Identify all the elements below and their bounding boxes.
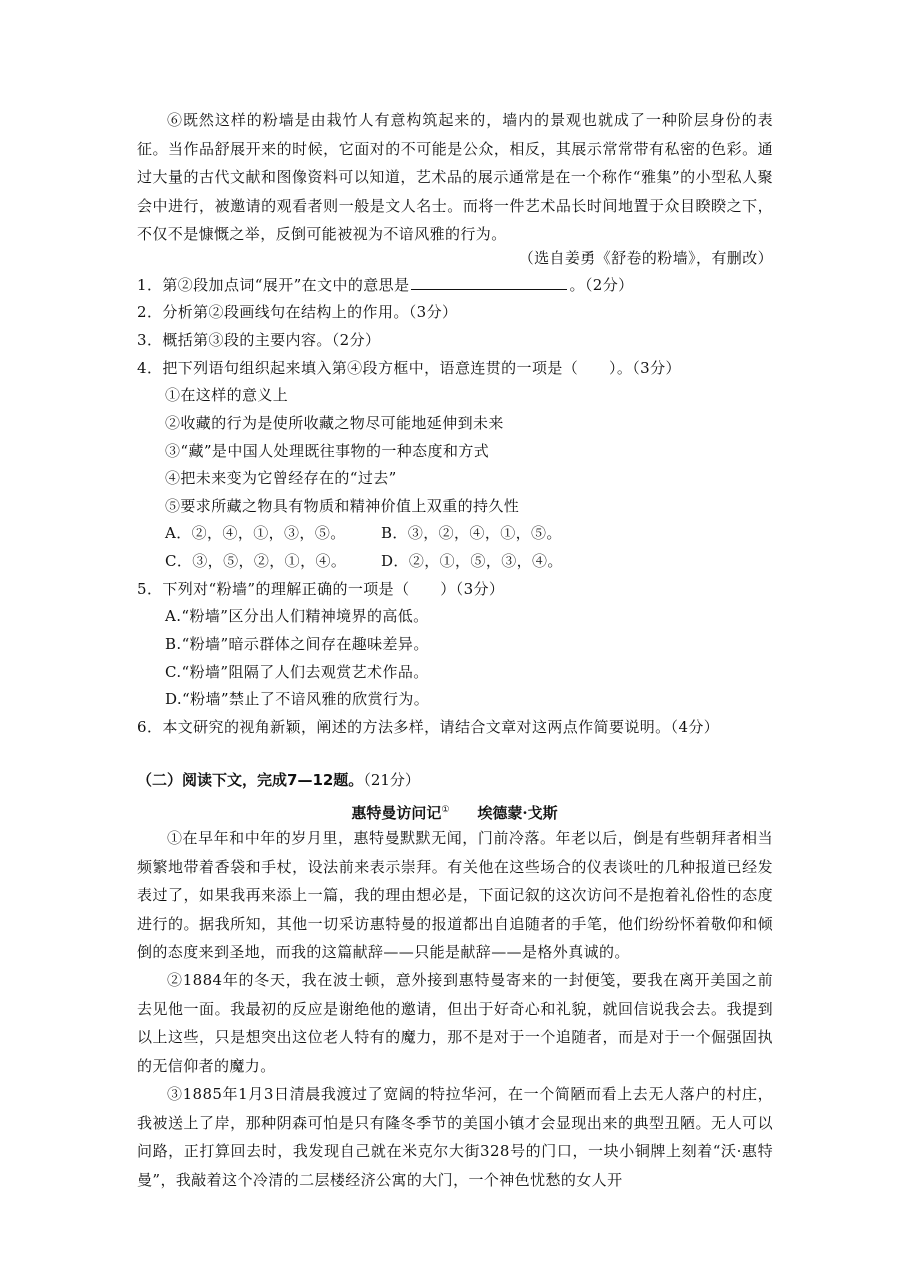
question-5: 5．下列对“粉墙”的理解正确的一项是（ ）（3分） — [137, 580, 505, 598]
question-4: 4．把下列语句组织起来填入第④段方框中，语意连贯的一项是（ ）。（3分） — [137, 359, 681, 377]
q5-option-d: D.“粉墙”禁止了不谙风雅的欣赏行为。 — [165, 690, 430, 708]
question-6: 6．本文研究的视角新颖，阐述的方法多样，请结合文章对这两点作简要说明。（4分） — [137, 718, 720, 736]
q4-item-2: ②收藏的行为是使所收藏之物尽可能地延伸到未来 — [165, 414, 504, 432]
q5-option-b: B.“粉墙”暗示群体之间存在趣味差异。 — [165, 635, 429, 653]
question-3: 3．概括第③段的主要内容。（2分） — [137, 331, 381, 349]
article-paragraph-1: ①在早年和中年的岁月里，惠特曼默默无闻，门前冷落。年老以后，倒是有些朝拜者相当频繁地带着香袋和手杖，设法前来表示崇拜。有关他在这些场合的仪表谈吐的几种报道已经发表过了，如果我再来添上一篇，我的理由想必是，下面记叙的这次访问不是抱着礼俗性的态度进行的。据我所知，其他一切采访惠特曼的报道都出自追随者的手笔，他们纷纷怀着敬仰和倾倒的态度来到圣地，而我的这篇献辞——只能是献辞——是格外真诚的。 — [137, 829, 773, 962]
q4-item-3: ③“藏”是中国人处理既往事物的一种态度和方式 — [165, 442, 490, 460]
article-author: 埃德蒙·戈斯 — [477, 804, 558, 822]
q5-option-c: C.“粉墙”阻隔了人们去观赏艺术作品。 — [165, 663, 429, 681]
question-1-score: 。（2分） — [569, 276, 634, 294]
title-footnote-marker: ① — [441, 805, 450, 815]
question-2: 2．分析第②段画线句在结构上的作用。（3分） — [137, 303, 458, 321]
q4-item-5: ⑤要求所藏之物具有物质和精神价值上双重的持久性 — [165, 497, 520, 515]
q5-option-a: A.“粉墙”区分出人们精神境界的高低。 — [165, 607, 429, 625]
article-title — [0, 799, 909, 824]
section-2-heading — [137, 770, 420, 790]
article-paragraph-3: ③1885年1月3日清晨我渡过了宽阔的特拉华河，在一个简陋而看上去无人落户的村庄，我被送上了岸，那种阴森可怕是只有隆冬季节的美国小镇才会显现出来的典型丑陋。无人可以问路，正打算回去时，我发现自己就在米克尔大街328号的门口，一块小铜牌上刻着“沃·惠特曼”，我敲着这个冷清的二层楼经济公寓的大门，一个神色忧愁的女人开 — [137, 1085, 773, 1189]
q4-item-4: ④把未来变为它曾经存在的“过去” — [165, 469, 397, 487]
section-2-score: （21分） — [363, 771, 420, 789]
question-1 — [137, 275, 634, 295]
q4-option-d: D．②，①，⑤，③，④。 — [381, 552, 563, 570]
article-title-text: 惠特曼访问记 — [351, 804, 442, 822]
source-citation: （选自姜勇《舒卷的粉墙》，有删改） — [518, 249, 773, 267]
q4-option-c: C．③，⑤，②，①，④。 — [165, 552, 347, 570]
q4-option-a: A．②，④，①，③，⑤。 — [165, 524, 346, 542]
section-2-heading-text: （二）阅读下文，完成7—12题。 — [137, 771, 364, 789]
q4-item-1: ①在这样的意义上 — [165, 386, 289, 404]
question-1-text: 1．第②段加点词“展开”在文中的意思是 — [137, 276, 410, 294]
passage1-paragraph-6: ⑥既然这样的粉墙是由栽竹人有意构筑起来的，墙内的景观也就成了一种阶层身份的表征。当作品舒展开来的时候，它面对的不可能是公众，相反，其展示常常带有私密的色彩。通过大量的古代文献和图像资料可以知道，艺术品的展示通常是在一个称作“雅集”的小型私人聚会中进行，被邀请的观看者则一般是文人名士。而将一件艺术品长时间地置于众目睽睽之下，不仅不是慷慨之举，反倒可能被视为不谙风雅的行为。 — [137, 111, 773, 244]
q4-option-b: B．③，②，④，①，⑤。 — [381, 524, 562, 542]
article-paragraph-2: ②1884年的冬天，我在波士顿，意外接到惠特曼寄来的一封便笺，要我在离开美国之前去见他一面。我最初的反应是谢绝他的邀请，但出于好奇心和礼貌，就回信说我会去。我提到以上这些，只是想突出这位老人特有的魔力，那不是对于一个追随者，而是对于一个倔强固执的无信仰者的魔力。 — [137, 971, 773, 1075]
answer-blank[interactable] — [411, 275, 567, 290]
